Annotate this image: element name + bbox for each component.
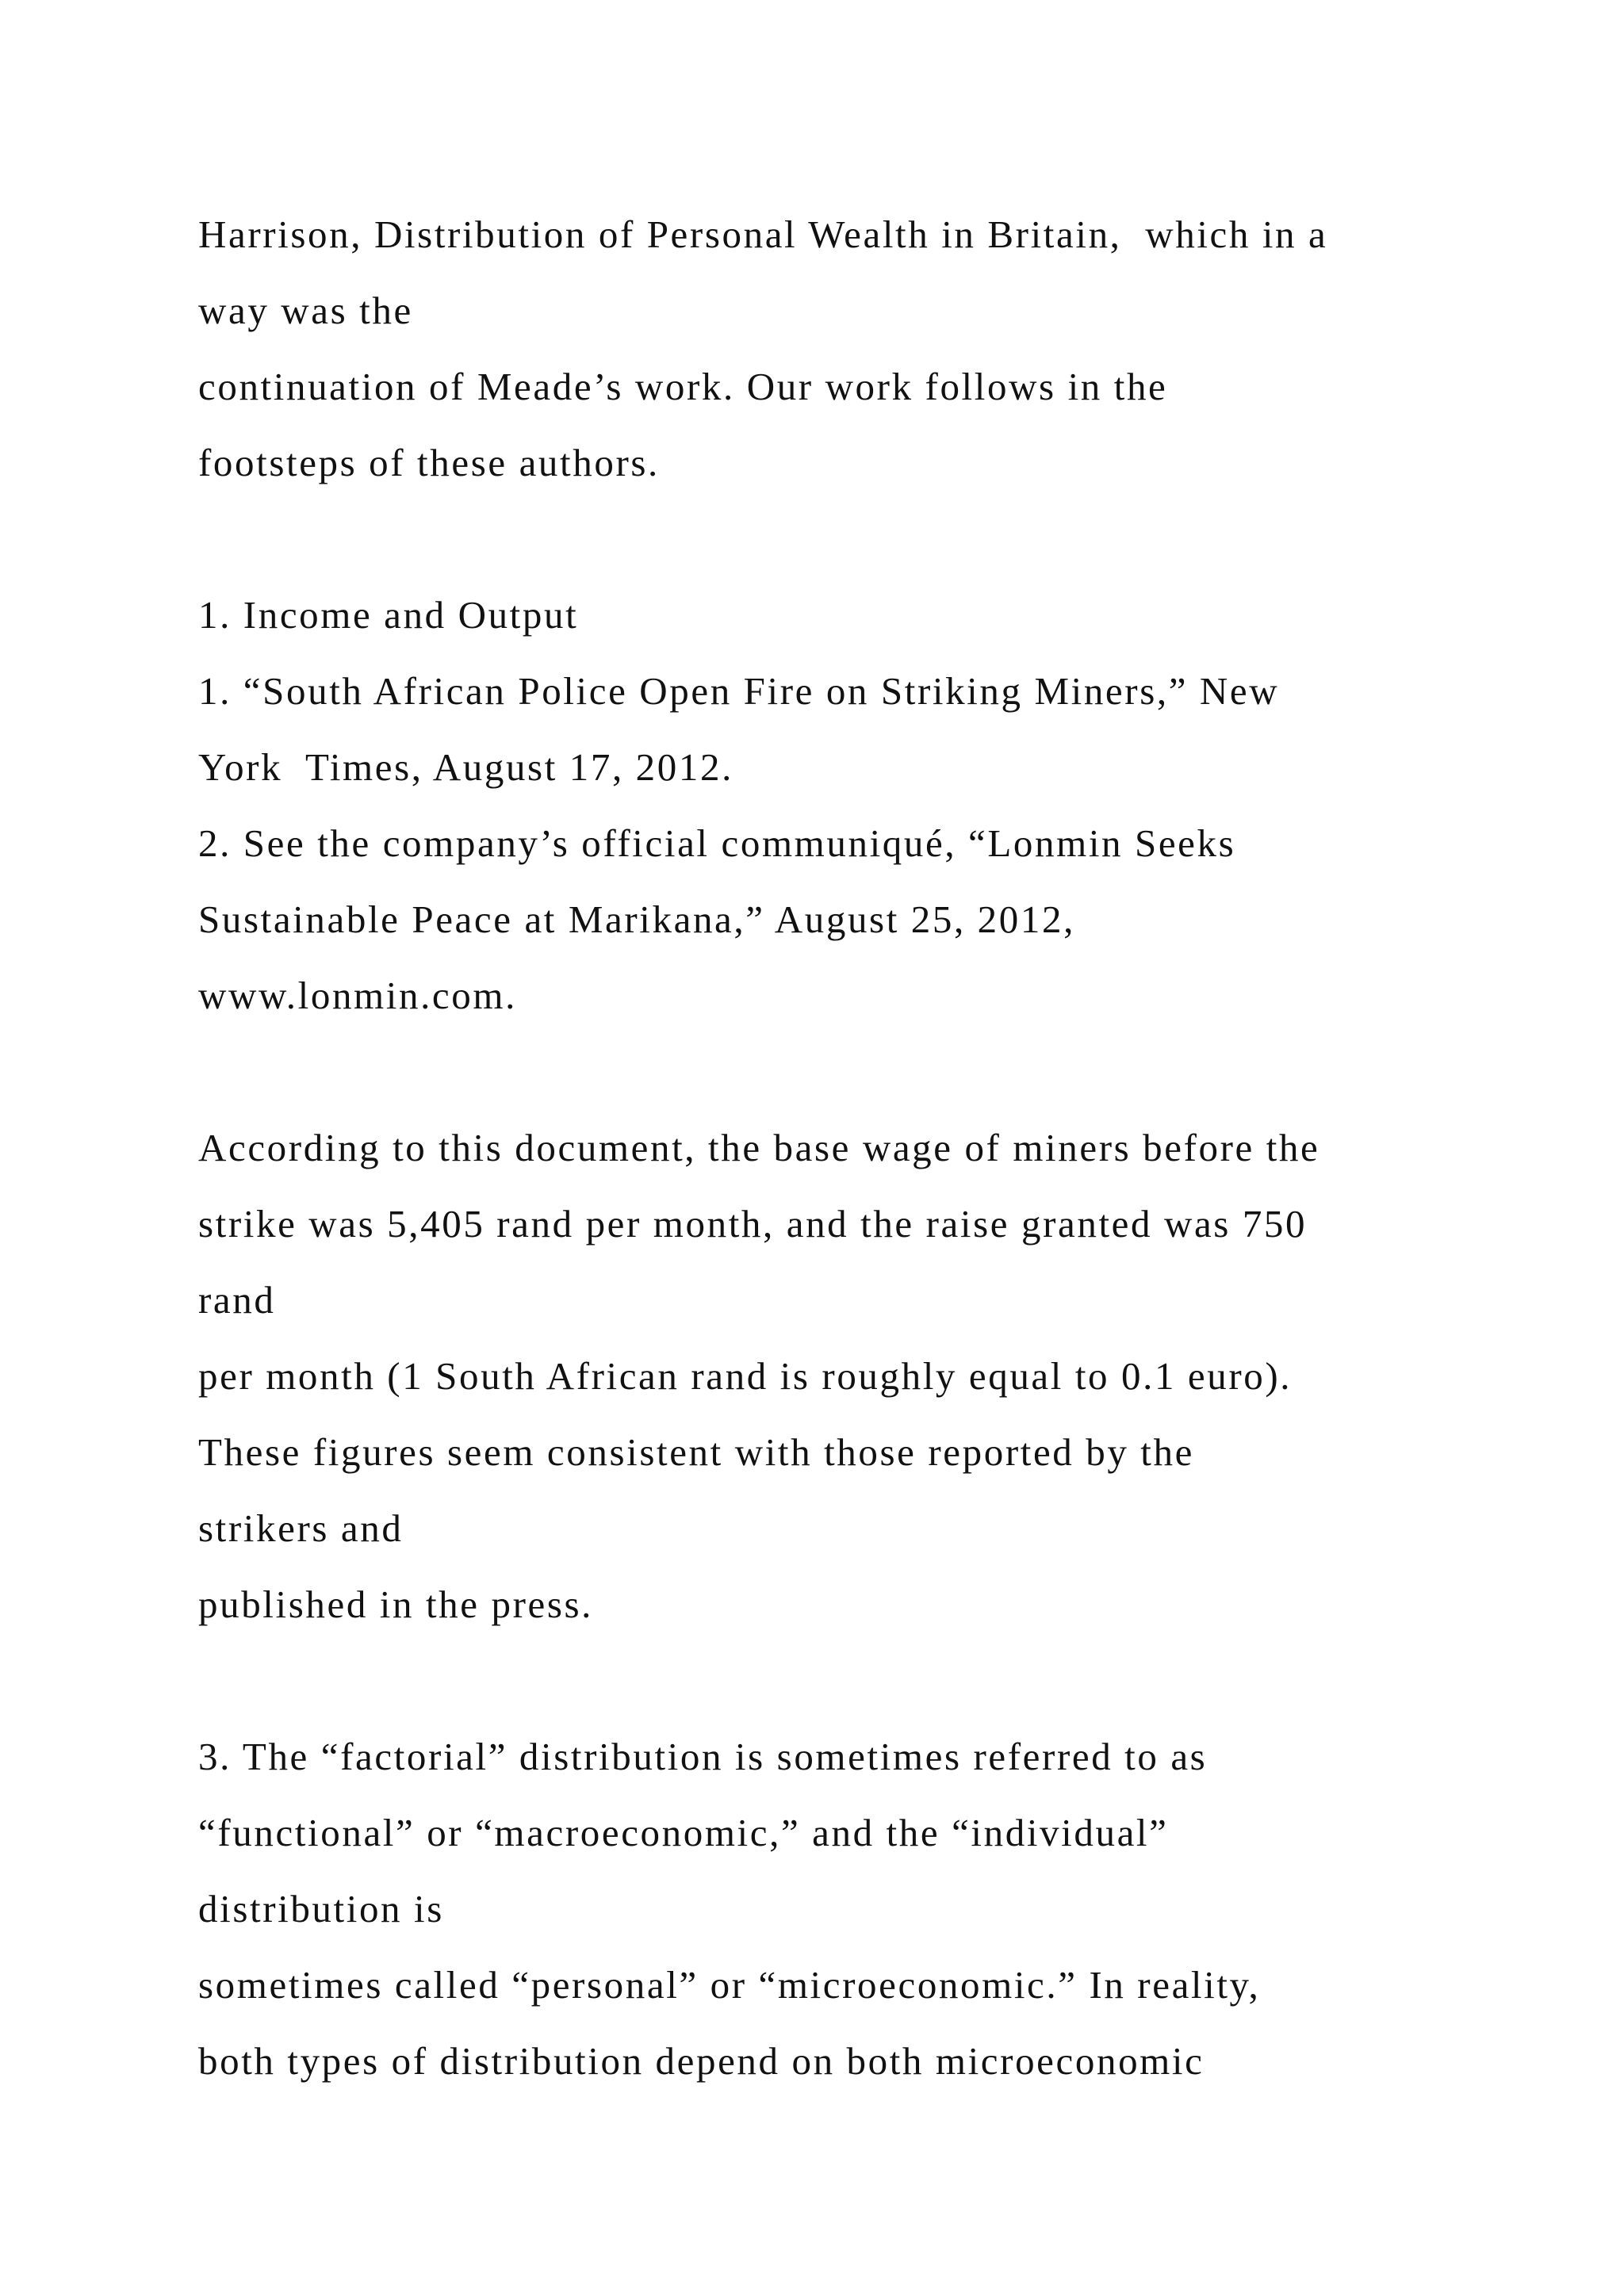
document-page [198, 197, 1499, 2099]
text-line: Sustainable Peace at Marikana,” August 25, 2012, [198, 897, 1075, 941]
text-line: published in the press. [198, 1582, 594, 1626]
text-line: These figures seem consistent with those reported by the [198, 1430, 1194, 1474]
text-line: www.lonmin.com. [198, 974, 517, 1017]
text-line: way was the [198, 289, 413, 332]
text-line: strike was 5,405 rand per month, and the raise granted was 750 [198, 1202, 1308, 1246]
text-line: per month (1 South African rand is roughly equal to 0.1 euro). [198, 1354, 1293, 1398]
text-line: distribution is [198, 1887, 444, 1931]
blank-line [198, 1034, 1499, 1110]
text-line: “functional” or “macroeconomic,” and the “individual” [198, 1811, 1169, 1854]
blank-line [198, 1643, 1499, 1719]
text-line: sometimes called “personal” or “microeconomic.” In reality, [198, 1963, 1261, 2007]
section-heading: 1. Income and Output [198, 593, 579, 637]
blank-line [198, 501, 1499, 577]
text-line: Harrison, Distribution of Personal Wealth in Britain, which in a [198, 212, 1328, 256]
text-line: 3. The “factorial” distribution is sometimes referred to as [198, 1735, 1208, 1778]
text-line: According to this document, the base wage of miners before the [198, 1126, 1320, 1169]
text-line: footsteps of these authors. [198, 441, 660, 484]
text-line: rand [198, 1278, 276, 1322]
text-line: 1. “South African Police Open Fire on Striking Miners,” New [198, 669, 1280, 713]
text-line: both types of distribution depend on both microeconomic [198, 2039, 1205, 2083]
text-line: 2. See the company’s official communiqué, “Lonmin Seeks [198, 821, 1236, 865]
text-line: York Times, August 17, 2012. [198, 745, 733, 789]
text-line: strikers and [198, 1506, 404, 1550]
text-line: continuation of Meade’s work. Our work follows in the [198, 365, 1168, 408]
